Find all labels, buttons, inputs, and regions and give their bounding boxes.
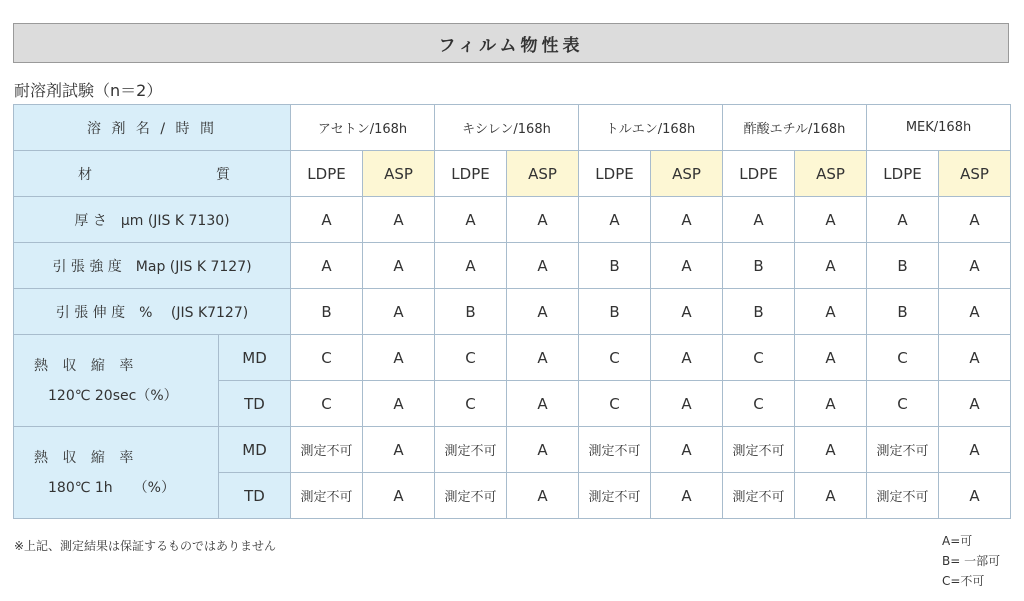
row-label: 厚 さ μm (JIS K 7130) (14, 197, 291, 243)
table-cell: 測定不可 (291, 473, 363, 519)
table-cell: C (435, 335, 507, 381)
table-cell: A (939, 289, 1011, 335)
table-cell: A (291, 243, 363, 289)
table-cell: A (507, 243, 579, 289)
table-cell: A (435, 197, 507, 243)
material-asp: ASP (507, 151, 579, 197)
disclaimer-note: ※上記、測定結果は保証するものではありません (14, 539, 277, 553)
material-row (14, 151, 1011, 197)
table-cell: C (291, 335, 363, 381)
table-cell: A (939, 243, 1011, 289)
table-cell: A (651, 243, 723, 289)
table-cell: 測定不可 (435, 473, 507, 519)
material-ldpe: LDPE (579, 151, 651, 197)
table-cell: A (939, 381, 1011, 427)
legend-item: B= 一部可 (942, 554, 1001, 568)
shrink-label-line1: 熱 収 縮 率 (34, 357, 139, 374)
header-row (14, 105, 1011, 151)
table-cell: B (867, 289, 939, 335)
table-cell: C (723, 335, 795, 381)
table-cell: A (795, 381, 867, 427)
table-cell: A (291, 197, 363, 243)
table-cell: A (795, 427, 867, 473)
table-cell: A (363, 243, 435, 289)
table-cell: B (723, 289, 795, 335)
material-label-right: 質 (216, 166, 230, 183)
table-cell: A (507, 381, 579, 427)
test-subtitle: 耐溶剤試験（n＝2） (14, 81, 163, 100)
table-cell: 測定不可 (723, 473, 795, 519)
material-asp: ASP (363, 151, 435, 197)
material-ldpe: LDPE (291, 151, 363, 197)
table-cell: A (651, 335, 723, 381)
table-cell: A (363, 197, 435, 243)
table-row (14, 335, 1011, 381)
table-cell: A (939, 427, 1011, 473)
table-cell: 測定不可 (867, 473, 939, 519)
table-cell: 測定不可 (579, 427, 651, 473)
film-property-table (13, 104, 1011, 519)
table-cell: A (867, 197, 939, 243)
shrink-label-line1: 熱 収 縮 率 (34, 449, 139, 466)
table-cell: A (507, 473, 579, 519)
table-cell: A (795, 473, 867, 519)
solvent-header: アセトン/168h (291, 105, 435, 151)
table-cell: A (363, 473, 435, 519)
table-cell: B (291, 289, 363, 335)
table-cell: A (795, 289, 867, 335)
table-cell: A (651, 473, 723, 519)
solvent-header: トルエン/168h (579, 105, 723, 151)
material-ldpe: LDPE (435, 151, 507, 197)
table-cell: B (867, 243, 939, 289)
table-cell: A (651, 381, 723, 427)
table-cell: B (579, 289, 651, 335)
table-cell: C (867, 381, 939, 427)
table-cell: A (363, 381, 435, 427)
material-label (14, 151, 291, 197)
table-cell: A (795, 243, 867, 289)
table-cell: B (435, 289, 507, 335)
table-cell: 測定不可 (723, 427, 795, 473)
table-row (14, 243, 1011, 289)
legend-item: C=不可 (942, 574, 985, 588)
table-cell: C (579, 381, 651, 427)
table-cell: A (579, 197, 651, 243)
material-label-left: 材 (78, 166, 92, 183)
material-asp: ASP (795, 151, 867, 197)
table-cell: A (939, 335, 1011, 381)
table-cell: A (363, 289, 435, 335)
row-label: 引 張 伸 度 % (JIS K7127) (14, 289, 291, 335)
table-cell: C (579, 335, 651, 381)
table-row (14, 289, 1011, 335)
direction-label: MD (219, 335, 291, 381)
table-cell: A (507, 335, 579, 381)
table-cell: 測定不可 (435, 427, 507, 473)
solvent-header: 酢酸エチル/168h (723, 105, 867, 151)
legend-item: A=可 (942, 534, 973, 548)
solvent-header: キシレン/168h (435, 105, 579, 151)
grade-legend (942, 531, 1000, 591)
shrink-label-line2: 180℃ 1h （%） (48, 479, 175, 496)
solvent-header: MEK/168h (867, 105, 1011, 151)
direction-label: MD (219, 427, 291, 473)
shrink-label-line2: 120℃ 20sec（%） (48, 387, 178, 404)
table-cell: C (291, 381, 363, 427)
table-cell: A (507, 289, 579, 335)
shrink-label-120 (14, 335, 219, 427)
material-asp: ASP (651, 151, 723, 197)
table-cell: A (795, 335, 867, 381)
table-cell: C (723, 381, 795, 427)
table-cell: A (507, 197, 579, 243)
table-cell: A (651, 197, 723, 243)
table-cell: 測定不可 (867, 427, 939, 473)
header-label: 溶 剤 名 / 時 間 (14, 105, 291, 151)
table-cell: A (507, 427, 579, 473)
direction-label: TD (219, 473, 291, 519)
table-cell: 測定不可 (291, 427, 363, 473)
table-cell: A (435, 243, 507, 289)
table-row (14, 427, 1011, 473)
material-ldpe: LDPE (867, 151, 939, 197)
table-cell: A (363, 335, 435, 381)
material-asp: ASP (939, 151, 1011, 197)
row-label: 引 張 強 度 Map (JIS K 7127) (14, 243, 291, 289)
shrink-label-180 (14, 427, 219, 519)
table-cell: A (723, 197, 795, 243)
table-cell: B (579, 243, 651, 289)
table-cell: C (867, 335, 939, 381)
direction-label: TD (219, 381, 291, 427)
table-cell: C (435, 381, 507, 427)
table-cell: A (939, 473, 1011, 519)
table-cell: A (795, 197, 867, 243)
page-title: フィルム物性表 (13, 23, 1009, 63)
table-cell: A (651, 427, 723, 473)
table-cell: A (939, 197, 1011, 243)
material-ldpe: LDPE (723, 151, 795, 197)
table-cell: A (651, 289, 723, 335)
table-row (14, 197, 1011, 243)
table-cell: 測定不可 (579, 473, 651, 519)
table-cell: A (363, 427, 435, 473)
table-cell: B (723, 243, 795, 289)
